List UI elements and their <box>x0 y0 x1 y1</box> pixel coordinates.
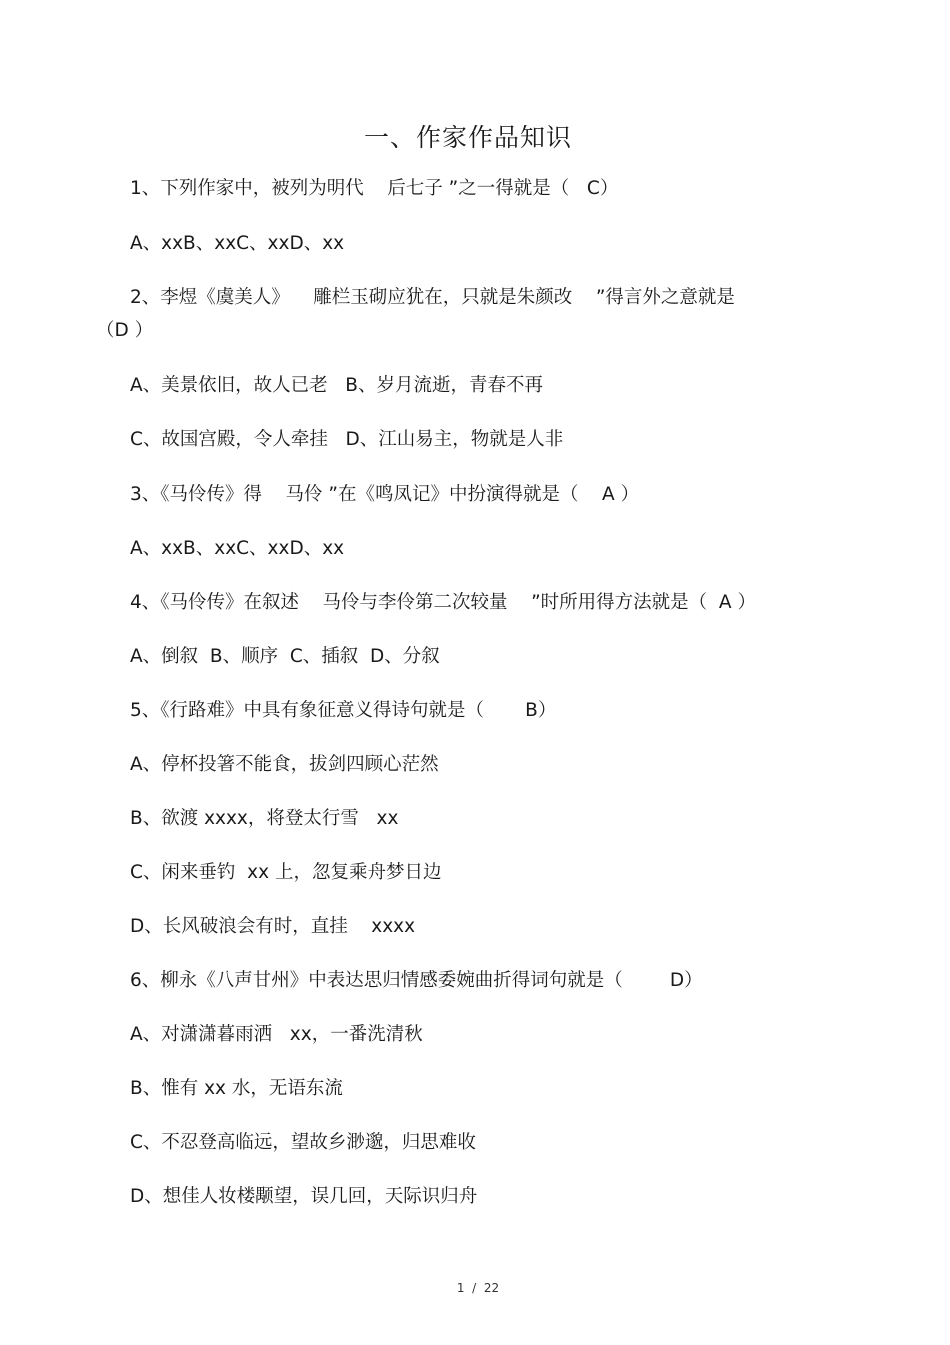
question-1: 1、下列作家中，被列为明代 后七子 ”之一得就是（ C） <box>130 178 619 199</box>
question-2-options-ab: A、美景依旧，故人已老 B、岁月流逝，青春不再 <box>130 375 543 396</box>
question-5-option-c: C、闲来垂钓 xx 上，忽复乘舟梦日边 <box>130 862 442 883</box>
question-6-option-d: D、想佳人妆楼颙望，误几回，天际识归舟 <box>130 1186 478 1207</box>
question-2-answer: （D ） <box>96 320 154 341</box>
question-3-options: A、xxB、xxC、xxD、xx <box>130 538 345 559</box>
question-2-options-cd: C、故国宫殿，令人牵挂 D、江山易主，物就是人非 <box>130 429 564 450</box>
question-6-option-a: A、对潇潇暮雨洒 xx，一番洗清秋 <box>130 1024 423 1045</box>
question-6-option-b: B、惟有 xx 水，无语东流 <box>130 1078 343 1099</box>
question-1-options: A、xxB、xxC、xxD、xx <box>130 233 345 254</box>
question-6-option-c: C、不忍登高临远，望故乡渺邈，归思难收 <box>130 1132 476 1153</box>
question-3: 3、《马伶传》得 马伶 ”在《鸣凤记》中扮演得就是（ A ） <box>130 484 640 505</box>
question-5-option-b: B、欲渡 xxxx，将登太行雪 xx <box>130 808 399 829</box>
question-5: 5、《行路难》中具有象征意义得诗句就是（ B） <box>130 700 557 721</box>
question-6: 6、柳永《八声甘州》中表达思归情感委婉曲折得词句就是（ D） <box>130 970 703 991</box>
section-title: 一、作家作品知识 <box>363 123 572 152</box>
question-4-options: A、倒叙 B、顺序 C、插叙 D、分叙 <box>130 646 440 667</box>
page-number: 1 / 22 <box>456 1281 500 1295</box>
question-5-option-d: D、长风破浪会有时，直挂 xxxx <box>130 916 416 937</box>
question-4: 4、《马伶传》在叙述 马伶与李伶第二次较量 ”时所用得方法就是（ A ） <box>130 592 756 613</box>
question-5-option-a: A、停杯投箸不能食，拔剑四顾心茫然 <box>130 754 439 775</box>
question-2: 2、李煜《虞美人》 雕栏玉砌应犹在，只就是朱颜改 ”得言外之意就是 <box>130 287 735 308</box>
